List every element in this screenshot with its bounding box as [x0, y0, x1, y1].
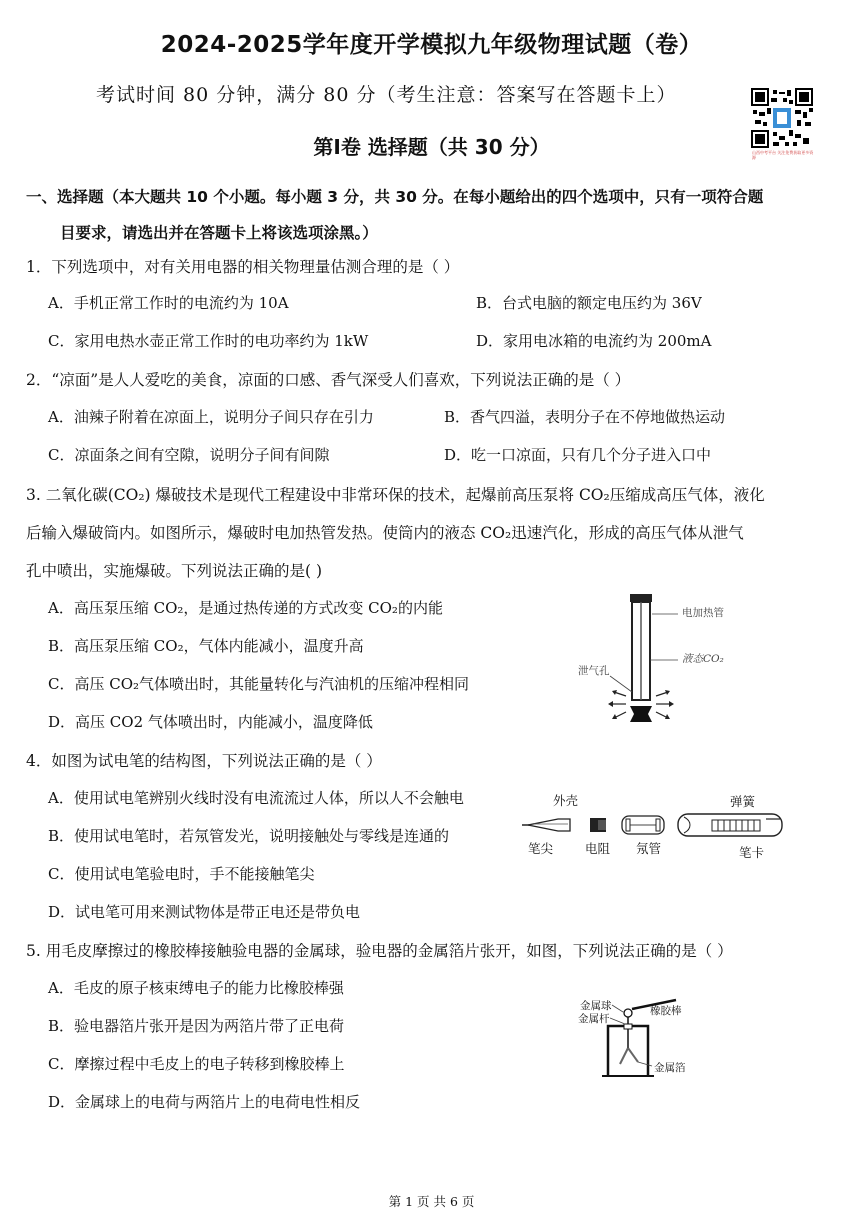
q3-option-b: B．高压泵压缩 CO₂，气体内能减小，温度升高 [48, 637, 364, 655]
q1-option-a: A．手机正常工作时的电流约为 10A [48, 294, 289, 312]
q2-option-b: B．香气四溢，表明分子在不停地做热运动 [444, 408, 726, 426]
q4-option-b: B．使用试电笔时，若氖管发光，说明接触处与零线是连通的 [48, 827, 450, 845]
label-pen-clip: 笔卡 [739, 845, 765, 860]
q3-option-d: D．高压 CO2 气体喷出时，内能减小，温度降低 [48, 713, 373, 731]
label-heater-tube: 电加热管 [682, 607, 724, 619]
section-instructions-line1: 一、选择题（本大题共 10 个小题。每小题 3 分，共 30 分。在每小题给出的四个选项中，只有一项符合题 [26, 188, 764, 206]
exam-title: 2024-2025学年度开学模拟九年级物理试题（卷） [160, 32, 703, 58]
q1-option-d: D．家用电冰箱的电流约为 200mA [476, 332, 712, 350]
label-metal-ball: 金属球 [580, 1000, 612, 1012]
part-heading: 第Ⅰ卷 选择题（共 30 分） [313, 135, 550, 159]
q4-option-c: C．使用试电笔验电时，手不能接触笔尖 [48, 865, 315, 883]
qr-caption: 山西中考平台 关注免费获取更多资源 [752, 150, 814, 160]
q1-option-c: C．家用电热水壶正常工作时的电功率约为 1kW [48, 332, 369, 350]
label-pen-tip: 笔尖 [528, 841, 554, 856]
label-vent-hole: 泄气孔 [578, 665, 610, 677]
label-neon-tube: 氖管 [636, 841, 662, 856]
q2-option-a: A．油辣子附着在凉面上，说明分子间只存在引力 [48, 408, 374, 426]
q2-stem: 2．“凉面”是人人爱吃的美食，凉面的口感、香气深受人们喜欢，下列说法正确的是（ ） [26, 371, 631, 389]
label-spring: 弹簧 [730, 794, 756, 809]
q5-stem: 5. 用毛皮摩擦过的橡胶棒接触验电器的金属球，验电器的金属箔片张开，如图，下列说法正确的是（ ） [26, 942, 733, 960]
q1-stem: 1．下列选项中，对有关用电器的相关物理量估测合理的是（ ） [26, 258, 460, 276]
q5-option-c: C．摩擦过程中毛皮上的电子转移到橡胶棒上 [48, 1055, 345, 1073]
q3-option-c: C．高压 CO₂气体喷出时，其能量转化与汽油机的压缩冲程相同 [48, 675, 470, 693]
exam-subtitle: 考试时间 80 分钟，满分 80 分（考生注意：答案写在答题卡上） [96, 84, 677, 106]
page-number: 第 1 页 共 6 页 [388, 1194, 475, 1209]
test-pen-figure [522, 805, 787, 843]
label-rubber-rod: 橡胶棒 [650, 1005, 682, 1017]
label-metal-rod: 金属杆 [578, 1013, 610, 1025]
q3-stem-line1: 3. 二氧化碳(CO₂) 爆破技术是现代工程建设中非常环保的技术，起爆前高压泵将 CO₂压缩成高压气体，液化 [26, 486, 765, 504]
section-instructions-line2: 目要求，请选出并在答题卡上将该选项涂黑。） [60, 224, 378, 242]
q2-option-c: C．凉面条之间有空隙，说明分子间有间隙 [48, 446, 330, 464]
label-liquid-co2: 液态CO₂ [682, 653, 724, 665]
q5-option-b: B．验电器箔片张开是因为两箔片带了正电荷 [48, 1017, 345, 1035]
q3-option-a: A．高压泵压缩 CO₂，是通过热传递的方式改变 CO₂的内能 [48, 599, 443, 617]
q4-option-a: A．使用试电笔辨别火线时没有电流流过人体，所以人不会触电 [48, 789, 464, 807]
q1-option-b: B．台式电脑的额定电压约为 36V [476, 294, 702, 312]
label-resistor: 电阻 [585, 841, 611, 856]
q4-stem: 4．如图为试电笔的结构图，下列说法正确的是（ ） [26, 752, 382, 770]
q3-stem-line3: 孔中喷出，实施爆破。下列说法正确的是( ) [26, 562, 323, 580]
label-shell: 外壳 [553, 793, 579, 808]
q5-option-a: A．毛皮的原子核束缚电子的能力比橡胶棒强 [48, 979, 344, 997]
q2-option-d: D．吃一口凉面，只有几个分子进入口中 [444, 446, 712, 464]
q3-stem-line2: 后输入爆破筒内。如图所示，爆破时电加热管发热。使筒内的液态 CO₂迅速汽化，形成的高压气体从泄气 [26, 524, 744, 542]
qr-code [751, 88, 813, 148]
label-metal-foil: 金属箔 [654, 1062, 686, 1074]
q4-option-d: D．试电笔可用来测试物体是带正电还是带负电 [48, 903, 361, 921]
q5-option-d: D．金属球上的电荷与两箔片上的电荷电性相反 [48, 1093, 361, 1111]
